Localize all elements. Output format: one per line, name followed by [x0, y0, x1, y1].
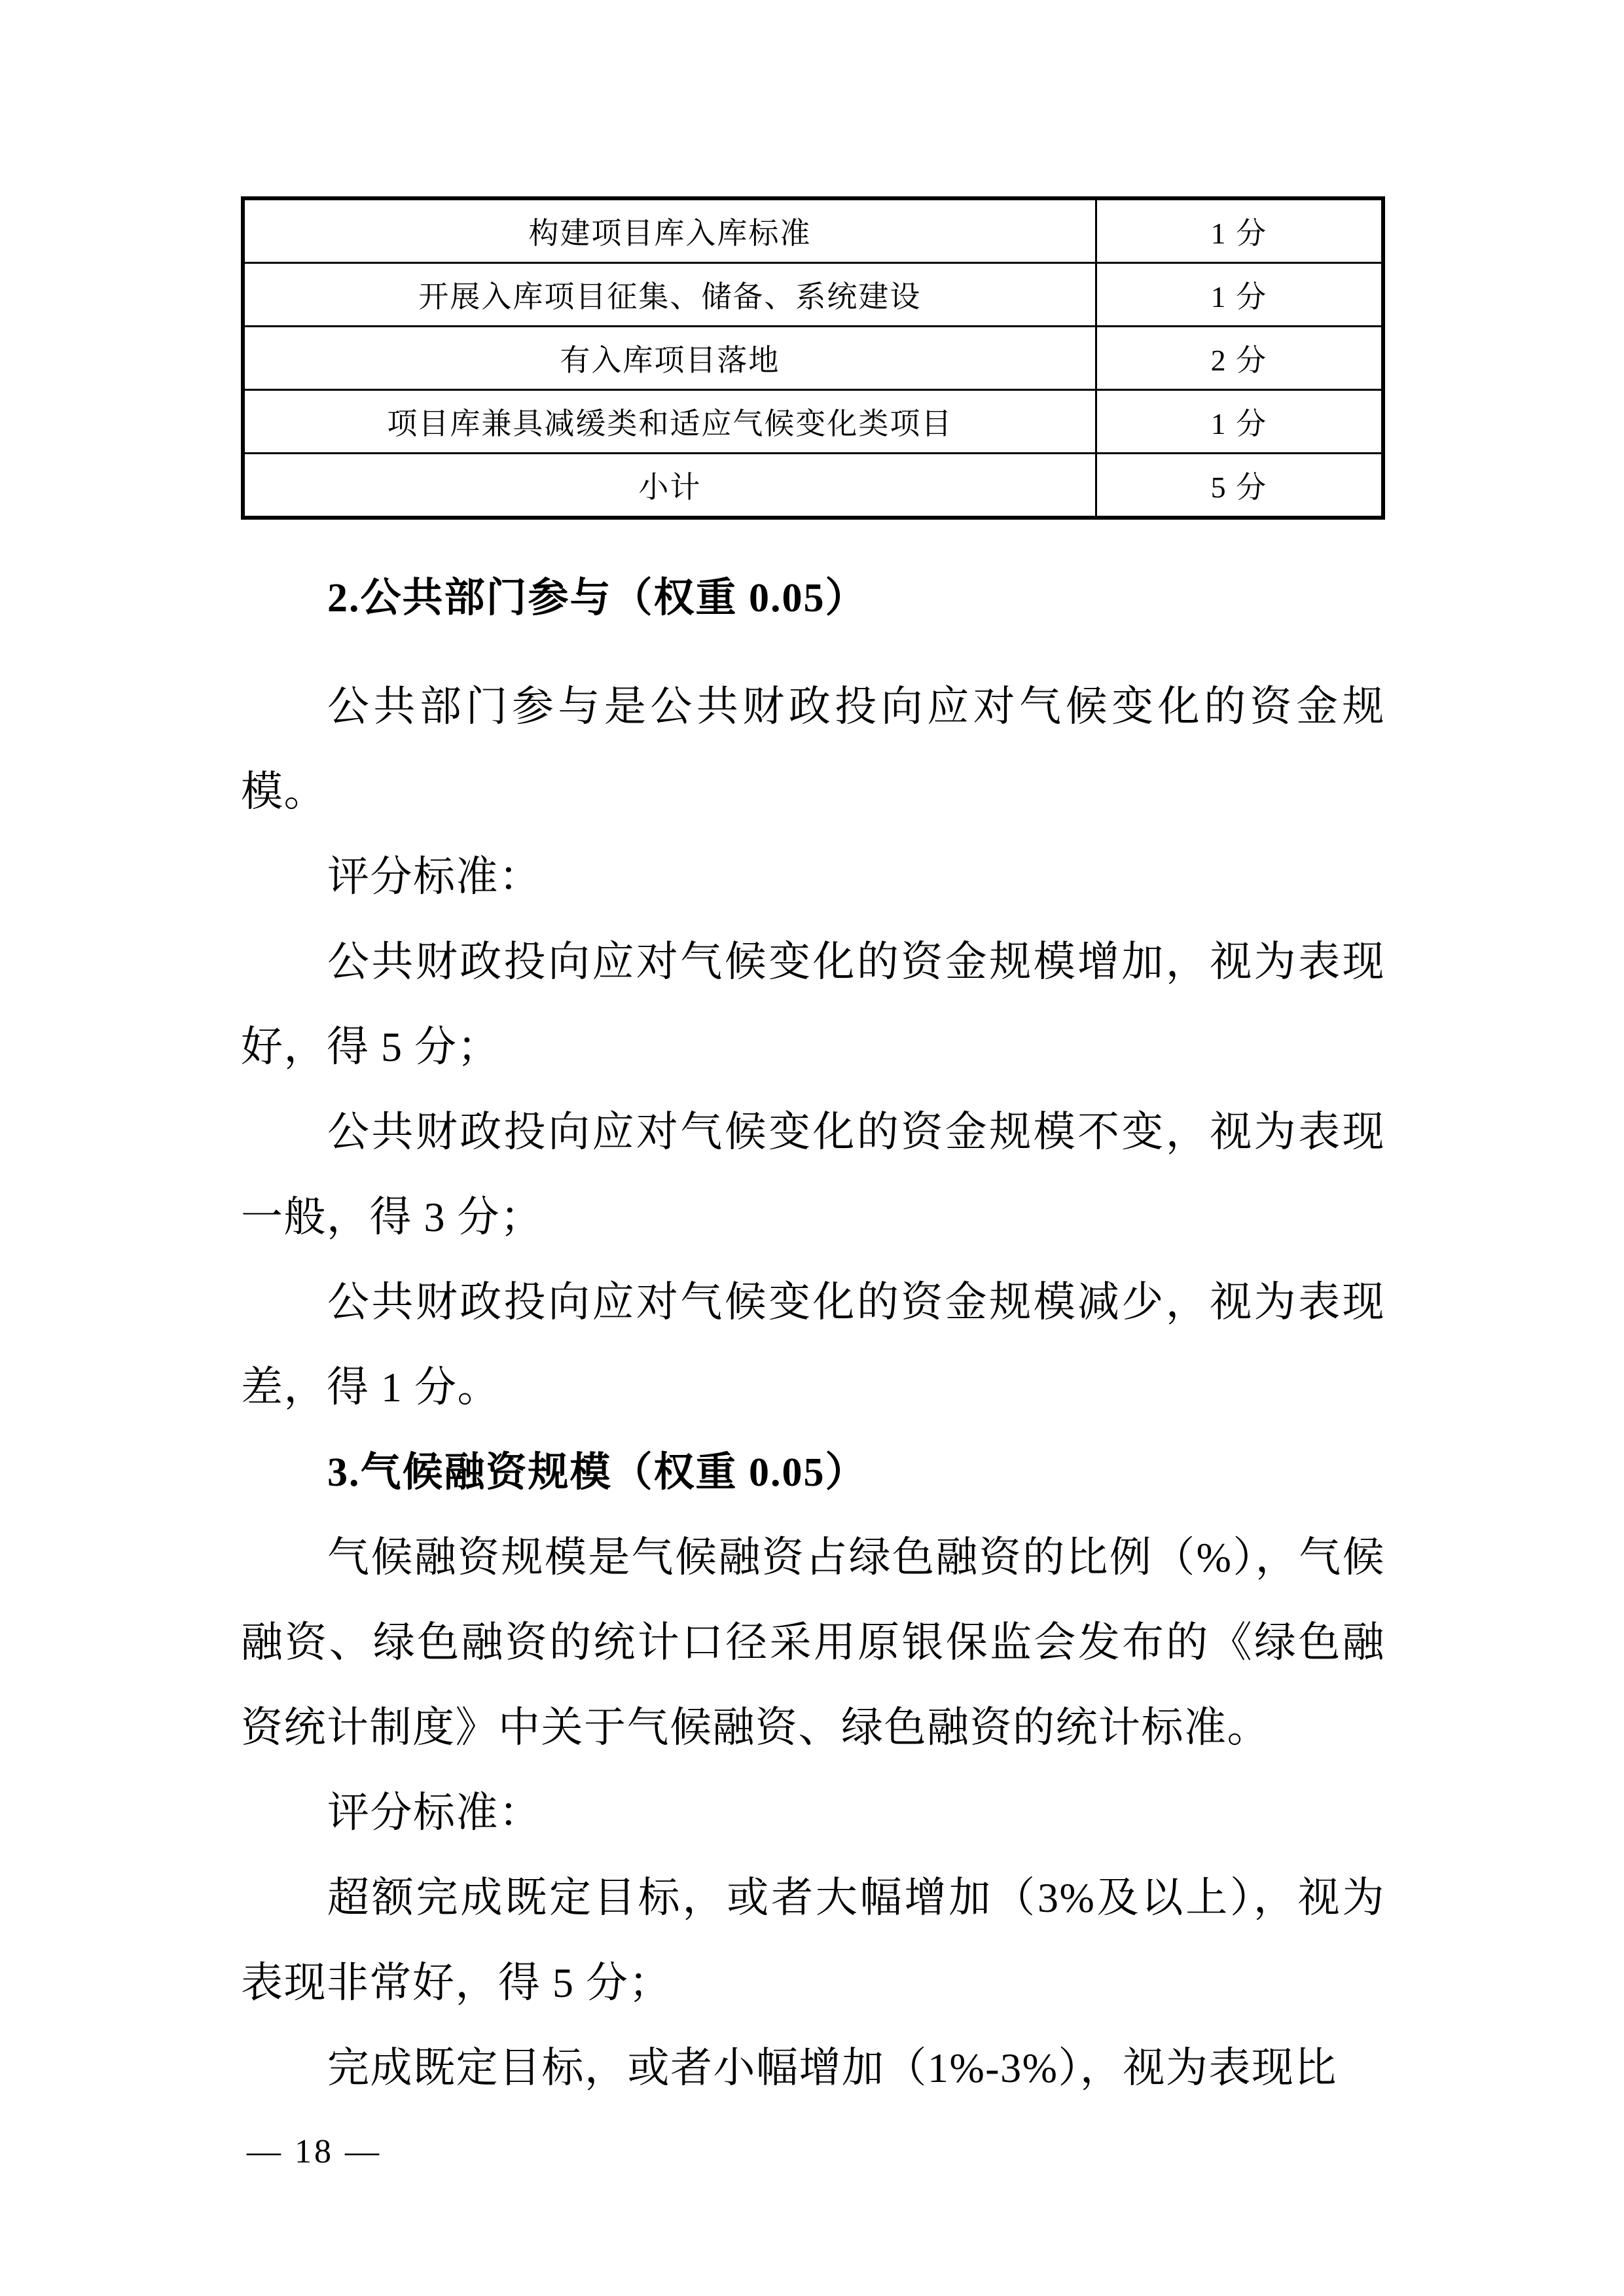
score-cell: 2 分: [1096, 327, 1383, 390]
paragraph: 公共部门参与是公共财政投向应对气候变化的资金规模。: [241, 683, 1385, 815]
table-row: [243, 263, 1383, 327]
paragraph: 公共财政投向应对气候变化的资金规模增加，视为表现好，得 5 分；: [241, 939, 1385, 1070]
score-cell: 1 分: [1096, 198, 1383, 263]
page-number: — 18 —: [247, 2133, 382, 2170]
criterion-cell: 开展入库项目征集、储备、系统建设: [243, 263, 1096, 327]
paragraph: 超额完成既定目标，或者大幅增加（3%及以上），视为表现非常好，得 5 分；: [241, 1874, 1385, 2006]
table-row: [243, 390, 1383, 454]
score-table: [241, 196, 1385, 520]
table-row: [243, 327, 1383, 390]
subtotal-label-cell: 小计: [243, 454, 1096, 518]
paragraph: 公共财政投向应对气候变化的资金规模不变，视为表现一般，得 3 分；: [241, 1109, 1385, 1240]
paragraph-scoring-criteria-label: 评分标准：: [327, 853, 542, 900]
score-cell: 1 分: [1096, 390, 1383, 454]
document-content: [241, 0, 1385, 2111]
criterion-cell: 构建项目库入库标准: [243, 198, 1096, 263]
paragraph-scoring-criteria-label: 评分标准：: [327, 1789, 542, 1836]
section-heading-public-sector: 2.公共部门参与（权重 0.05）: [327, 576, 867, 620]
table-row: [243, 198, 1383, 263]
table-row-subtotal: [243, 454, 1383, 518]
subtotal-score-cell: 5 分: [1096, 454, 1383, 518]
paragraph: 公共财政投向应对气候变化的资金规模减少，视为表现差，得 1 分。: [241, 1279, 1385, 1410]
paragraph: 完成既定目标，或者小幅增加（1%-3%），视为表现比: [327, 2045, 1337, 2091]
criterion-cell: 有入库项目落地: [243, 327, 1096, 390]
criterion-cell: 项目库兼具减缓类和适应气候变化类项目: [243, 390, 1096, 454]
paragraph: 气候融资规模是气候融资占绿色融资的比例（%），气候融资、绿色融资的统计口径采用原银保监会发布的《绿色融资统计制度》中关于气候融资、绿色融资的统计标准。: [241, 1534, 1385, 1751]
section-heading-climate-finance-scale: 3.气候融资规模（权重 0.05）: [327, 1450, 867, 1495]
score-cell: 1 分: [1096, 263, 1383, 327]
